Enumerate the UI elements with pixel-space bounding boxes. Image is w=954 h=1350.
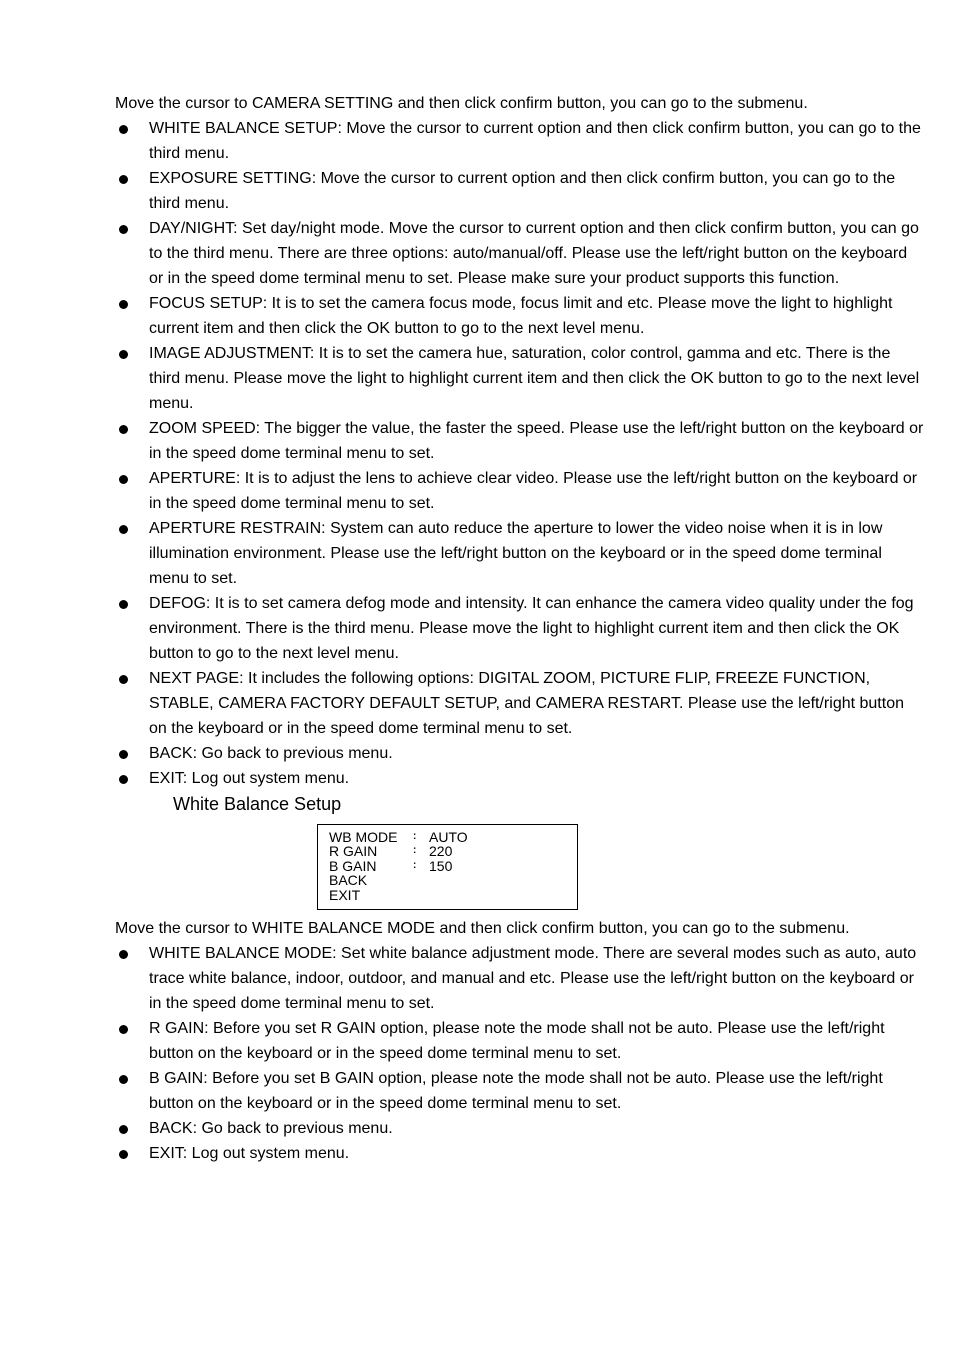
list-item (115, 1016, 925, 1066)
wb-menu-row-wb-mode (329, 830, 468, 844)
bullet-icon (119, 1025, 128, 1034)
bullet-icon (119, 350, 128, 359)
wb-menu-box (317, 824, 578, 910)
camera-setting-intro: Move the cursor to CAMERA SETTING and then click confirm button, you can go to the submenu. (115, 95, 808, 112)
white-balance-intro: Move the cursor to WHITE BALANCE MODE and then click confirm button, you can go to the submenu. (115, 920, 850, 937)
list-item (115, 766, 925, 791)
list-item-text: WHITE BALANCE MODE: Set white balance adjustment mode. There are several modes such as auto, auto trace white balance, indoor, outdoor, and manual and etc. Please use the left/right button on the keyboard or in the speed dome terminal menu to set. (149, 945, 917, 1012)
wb-menu-value: 150 (429, 857, 453, 874)
list-item-text: BACK: Go back to previous menu. (149, 745, 393, 762)
bullet-icon (119, 525, 128, 534)
list-item-text: IMAGE ADJUSTMENT: It is to set the camera hue, saturation, color control, gamma and etc. There is the third menu. Please move the light to highlight current item and then click the OK button to go to the next level menu. (149, 345, 920, 412)
bullet-icon (119, 225, 128, 234)
wb-menu-row-r-gain (329, 844, 468, 858)
list-item (115, 1141, 925, 1166)
wb-menu-rows (329, 830, 468, 902)
list-item-text: DEFOG: It is to set camera defog mode and intensity. It can enhance the camera video quality under the fog environment. There is the third menu. Please move the light to highlight current item and then click the OK button to go to the next level menu. (149, 595, 914, 662)
bullet-icon (119, 775, 128, 784)
list-item-text: NEXT PAGE: It includes the following options: DIGITAL ZOOM, PICTURE FLIP, FREEZE FUNCTION, STABLE, CAMERA FACTORY DEFAULT SETUP, and CAMERA RESTART. Please use the left/right button on the keyboard or in the speed dome terminal menu to set. (149, 670, 904, 737)
bullet-icon (119, 950, 128, 959)
wb-menu-row-b-gain (329, 859, 468, 873)
wb-menu-row-exit (329, 888, 468, 902)
wb-menu-label: B GAIN (329, 857, 377, 874)
white-balance-list (115, 941, 925, 1166)
list-item (115, 466, 925, 516)
list-item (115, 591, 925, 666)
bullet-icon (119, 750, 128, 759)
wb-menu-label: R GAIN (329, 843, 378, 860)
bullet-icon (119, 125, 128, 134)
list-item (115, 291, 925, 341)
wb-menu-separator: : (413, 845, 417, 857)
list-item-text: APERTURE: It is to adjust the lens to achieve clear video. Please use the left/right button on the keyboard or in the speed dome terminal menu to set. (149, 470, 918, 512)
list-item-text: DAY/NIGHT: Set day/night mode. Move the cursor to current option and then click confirm button, you can go to the third menu. There are three options: auto/manual/off. Please use the left/right button on the keyboard or in the speed dome terminal menu to set. Please make sure your product supports this function. (149, 220, 919, 287)
bullet-icon (119, 175, 128, 184)
wb-menu-separator: : (413, 831, 417, 842)
wb-menu-figure (115, 817, 925, 916)
list-item-text: R GAIN: Before you set R GAIN option, please note the mode shall not be auto. Please use the left/right button on the keyboard or in the speed dome terminal menu to set. (149, 1020, 885, 1062)
list-item-text: APERTURE RESTRAIN: System can auto reduce the aperture to lower the video noise when it is in low illumination environment. Please use the left/right button on the keyboard or in the speed dome terminal menu to set. (149, 520, 883, 587)
list-item (115, 166, 925, 216)
bullet-icon (119, 1125, 128, 1134)
bullet-icon (119, 600, 128, 609)
list-item (115, 416, 925, 466)
list-item-text: BACK: Go back to previous menu. (149, 1120, 393, 1137)
list-item (115, 741, 925, 766)
list-item (115, 1116, 925, 1141)
bullet-icon (119, 425, 128, 434)
list-item (115, 116, 925, 166)
bullet-icon (119, 675, 128, 684)
list-item (115, 516, 925, 591)
bullet-icon (119, 1150, 128, 1159)
wb-menu-label: WB MODE (329, 829, 398, 845)
bullet-icon (119, 300, 128, 309)
wb-menu-value: AUTO (429, 829, 468, 845)
wb-menu-label: BACK (329, 872, 368, 889)
list-item-text: EXIT: Log out system menu. (149, 770, 350, 787)
document-body (115, 91, 925, 1166)
list-item (115, 666, 925, 741)
bullet-icon (119, 1075, 128, 1084)
wb-menu-separator: : (413, 859, 417, 871)
list-item (115, 216, 925, 291)
list-item-text: EXIT: Log out system menu. (149, 1145, 350, 1162)
list-item-text: WHITE BALANCE SETUP: Move the cursor to current option and then click confirm button, you can go to the third menu. (149, 120, 921, 162)
list-item (115, 341, 925, 416)
list-item-text: EXPOSURE SETTING: Move the cursor to current option and then click confirm button, you can go to the third menu. (149, 170, 896, 212)
bullet-icon (119, 475, 128, 484)
wb-menu-value: 220 (429, 843, 453, 860)
white-balance-caption: White Balance Setup (173, 794, 342, 814)
list-item (115, 1066, 925, 1116)
list-item (115, 941, 925, 1016)
wb-menu-label: EXIT (329, 886, 361, 903)
camera-setting-list (115, 116, 925, 791)
list-item-text: ZOOM SPEED: The bigger the value, the faster the speed. Please use the left/right button on the keyboard or in the speed dome terminal menu to set. (149, 420, 924, 462)
list-item-text: B GAIN: Before you set B GAIN option, please note the mode shall not be auto. Please use the left/right button on the keyboard or in the speed dome terminal menu to set. (149, 1070, 883, 1112)
wb-menu-row-back (329, 873, 468, 887)
list-item-text: FOCUS SETUP: It is to set the camera focus mode, focus limit and etc. Please move the light to highlight current item and then click the OK button to go to the next level menu. (149, 295, 893, 337)
